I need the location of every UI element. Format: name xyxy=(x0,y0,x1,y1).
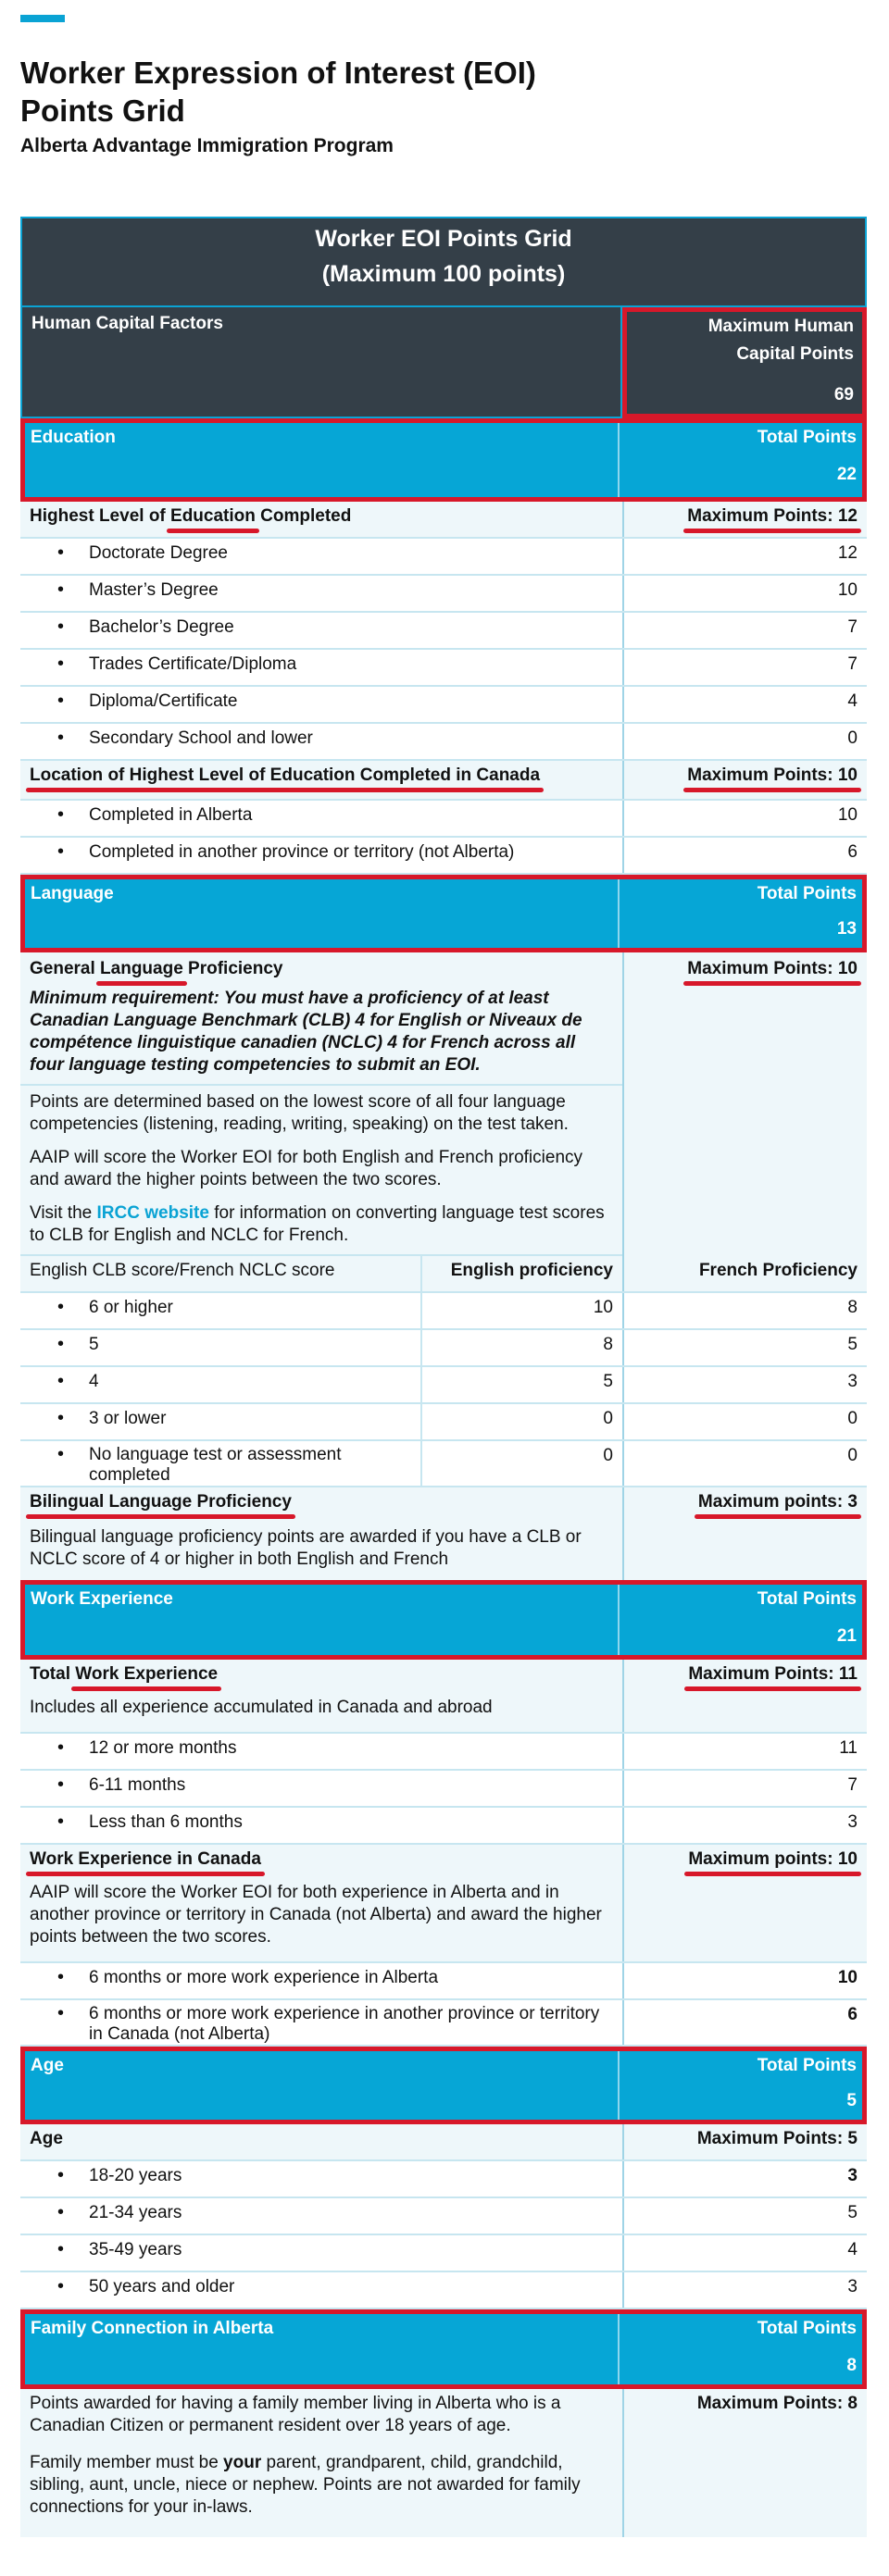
work-total-block xyxy=(20,1660,867,1734)
list-item xyxy=(20,838,867,875)
table-row xyxy=(20,1330,867,1367)
item-points: 0 xyxy=(622,724,867,759)
row-english: 5 xyxy=(420,1367,622,1402)
family-para-criteria: Points awarded for having a family member living in Alberta who is a Canadian Citizen or permanent resident over 18 years of age. xyxy=(30,2394,561,2435)
list-item xyxy=(20,2235,867,2272)
list-item xyxy=(20,650,867,687)
section-language-title: Language xyxy=(31,884,114,903)
bilingual-label-text: Bilingual Language Proficiency xyxy=(30,1492,292,1512)
work-canada-max xyxy=(622,1845,867,1961)
grid-banner xyxy=(20,217,867,307)
work-total-label-underlined: Work Experience xyxy=(75,1664,219,1684)
row-english: 0 xyxy=(420,1404,622,1439)
item-points: 4 xyxy=(622,687,867,722)
bilingual-left xyxy=(20,1487,622,1580)
education-highest-label-post: Completed xyxy=(255,506,352,526)
work-canada-block xyxy=(20,1845,867,1963)
bilingual-desc: Bilingual language proficiency points are awarded if you have a CLB or NCLC score of 4 or higher in both English and French xyxy=(30,1527,582,1569)
education-highest-label-pre: Highest Level of xyxy=(30,506,171,526)
age-sub-row xyxy=(20,2124,867,2161)
education-highest-row xyxy=(20,502,867,539)
item-label: • Bachelor’s Degree xyxy=(20,613,622,648)
education-highest-max-text: Maximum Points: 12 xyxy=(687,506,858,526)
language-general-label-post: Proficiency xyxy=(182,959,283,978)
section-education-total-label: Total Points xyxy=(757,428,857,447)
item-points: 11 xyxy=(622,1734,867,1769)
row-french: 0 xyxy=(622,1404,867,1439)
family-left xyxy=(20,2389,622,2537)
age-max: Maximum Points: 5 xyxy=(622,2124,867,2159)
list-item xyxy=(20,539,867,576)
family-para-members-pre: Family member must be xyxy=(30,2453,224,2472)
section-family-total-label: Total Points xyxy=(757,2319,857,2338)
list-item xyxy=(20,2161,867,2198)
item-points: 7 xyxy=(622,613,867,648)
language-general-max xyxy=(622,952,867,1256)
section-family-total-value: 8 xyxy=(846,2356,857,2375)
page-subtitle: Alberta Advantage Immigration Program xyxy=(20,135,394,156)
section-education xyxy=(20,418,867,502)
points-grid-table xyxy=(20,217,867,2537)
education-location-max xyxy=(622,761,867,799)
list-item xyxy=(20,724,867,761)
row-label: • 5 xyxy=(20,1330,420,1365)
item-label: • 12 or more months xyxy=(20,1734,622,1769)
language-para-higher: AAIP will score the Worker EOI for both English and French proficiency and award the higher points between the two scores. xyxy=(30,1148,583,1189)
education-highest-label xyxy=(20,502,622,537)
item-label: • 6-11 months xyxy=(20,1771,622,1806)
language-para-lowest: Points are determined based on the lowest score of all four language competencies (listening, reading, writing, speaking) on the test taken. xyxy=(30,1092,569,1134)
item-points: 7 xyxy=(622,650,867,685)
work-canada-max-text: Maximum points: 10 xyxy=(688,1849,858,1869)
section-work-total xyxy=(618,1585,862,1655)
row-french: 8 xyxy=(622,1293,867,1328)
list-item xyxy=(20,2000,867,2047)
family-para-members-bold: your xyxy=(223,2453,262,2472)
item-points: 6 xyxy=(622,2000,867,2045)
list-item xyxy=(20,1771,867,1808)
human-capital-max-label: Maximum Human Capital Points xyxy=(707,317,854,364)
human-capital-label: Human Capital Factors xyxy=(20,307,622,418)
list-item xyxy=(20,801,867,838)
item-points: 5 xyxy=(622,2198,867,2234)
item-label: • 21-34 years xyxy=(20,2198,622,2234)
section-language-total-label: Total Points xyxy=(757,884,857,903)
item-label: • 18-20 years xyxy=(20,2161,622,2196)
language-general-block xyxy=(20,952,867,1256)
item-label: • Completed in another province or territory (not Alberta) xyxy=(20,838,622,873)
row-english: 0 xyxy=(420,1441,622,1486)
item-points: 3 xyxy=(622,2161,867,2196)
language-col-french: French Proficiency xyxy=(622,1256,867,1291)
bilingual-max-text: Maximum points: 3 xyxy=(697,1492,858,1512)
item-points: 10 xyxy=(622,1963,867,1998)
work-total-max xyxy=(622,1660,867,1732)
bilingual-label xyxy=(20,1487,622,1517)
item-points: 10 xyxy=(622,576,867,611)
row-english: 8 xyxy=(420,1330,622,1365)
item-points: 10 xyxy=(622,801,867,836)
item-points: 7 xyxy=(622,1771,867,1806)
item-label: • Doctorate Degree xyxy=(20,539,622,574)
item-label: • Completed in Alberta xyxy=(20,801,622,836)
education-location-label xyxy=(20,761,622,799)
section-age-total-label: Total Points xyxy=(757,2056,857,2075)
work-total-max-text: Maximum Points: 11 xyxy=(688,1664,858,1684)
section-family xyxy=(20,2309,867,2389)
language-min-requirement: Minimum requirement: You must have a proficiency of at least Canadian Language Benchmark (CLB) 4 for English or Niveaux de compétence linguistique canadien (NCLC) 4 for French across all four language testing competencies to submit an EOI. xyxy=(20,984,622,1086)
item-label: • 50 years and older xyxy=(20,2272,622,2308)
list-item xyxy=(20,2198,867,2235)
work-canada-desc: AAIP will score the Worker EOI for both experience in Alberta and in another province or territory in Canada (not Alberta) and award the higher points between the two scores. xyxy=(30,1883,602,1947)
work-total-label-pre: Total xyxy=(30,1664,76,1684)
language-para-ircc xyxy=(20,1197,622,1256)
row-label: • 4 xyxy=(20,1367,420,1402)
item-points: 12 xyxy=(622,539,867,574)
item-label: • 6 months or more work experience in another province or territory in Canada (not Alberta) xyxy=(20,2000,622,2045)
section-education-total-value: 22 xyxy=(836,465,857,484)
language-table-header xyxy=(20,1256,867,1293)
family-para-members xyxy=(20,2441,622,2522)
row-french: 5 xyxy=(622,1330,867,1365)
work-canada-label-text: Work Experience in Canada xyxy=(30,1849,261,1869)
education-highest-max xyxy=(622,502,867,537)
section-language-total-value: 13 xyxy=(836,919,857,939)
section-work xyxy=(20,1580,867,1660)
section-age-title: Age xyxy=(31,2056,64,2075)
language-general-max-text: Maximum Points: 10 xyxy=(687,959,858,978)
list-item xyxy=(20,613,867,650)
education-location-label-text: Location of Highest Level of Education Completed in Canada xyxy=(30,765,541,785)
row-label: • 3 or lower xyxy=(20,1404,420,1439)
row-english: 10 xyxy=(420,1293,622,1328)
item-label: • Secondary School and lower xyxy=(20,724,622,759)
education-highest-label-underlined: Education xyxy=(170,506,256,526)
section-age-total xyxy=(618,2051,862,2120)
item-points: 6 xyxy=(622,838,867,873)
section-age-total-value: 5 xyxy=(846,2091,857,2110)
list-item xyxy=(20,687,867,724)
section-age xyxy=(20,2047,867,2124)
section-education-total xyxy=(618,423,862,497)
table-row xyxy=(20,1404,867,1441)
table-row xyxy=(20,1293,867,1330)
work-canada-left xyxy=(20,1845,622,1961)
language-general-label-pre: General xyxy=(30,959,101,978)
family-para-members-post: parent, grandparent, child, grandchild, sibling, aunt, uncle, niece or nephew. Points are not awarded for family connections for your in-laws. xyxy=(30,2453,581,2517)
language-general-label-underlined: Language xyxy=(100,959,183,978)
section-work-total-value: 21 xyxy=(836,1626,857,1646)
table-row xyxy=(20,1367,867,1404)
row-label: • 6 or higher xyxy=(20,1293,420,1328)
grid-banner-title: Worker EOI Points Grid xyxy=(315,226,572,252)
language-col-score: English CLB score/French NCLC score xyxy=(30,1261,335,1280)
list-item xyxy=(20,1963,867,2000)
item-label: • 35-49 years xyxy=(20,2235,622,2271)
list-item xyxy=(20,576,867,613)
item-points: 4 xyxy=(622,2235,867,2271)
ircc-website-link[interactable]: IRCC website xyxy=(96,1203,209,1223)
language-col-english: English proficiency xyxy=(420,1256,622,1291)
grid-banner-max: (Maximum 100 points) xyxy=(321,261,566,287)
row-french: 0 xyxy=(622,1441,867,1486)
section-family-title: Family Connection in Alberta xyxy=(31,2319,274,2338)
bilingual-block xyxy=(20,1487,867,1580)
item-label: • Less than 6 months xyxy=(20,1808,622,1843)
family-block xyxy=(20,2389,867,2537)
work-total-left xyxy=(20,1660,622,1732)
item-label: • 6 months or more work experience in Alberta xyxy=(20,1963,622,1998)
item-label: • Diploma/Certificate xyxy=(20,687,622,722)
section-language xyxy=(20,875,867,952)
human-capital-max-value: 69 xyxy=(833,385,854,404)
language-general-left xyxy=(20,952,622,1256)
education-location-max-text: Maximum Points: 10 xyxy=(687,765,858,785)
language-para-ircc-pre: Visit the xyxy=(30,1203,97,1223)
section-education-title: Education xyxy=(31,428,116,447)
row-french: 3 xyxy=(622,1367,867,1402)
language-general-label xyxy=(20,952,622,984)
row-label: • No language test or assessment completed xyxy=(20,1441,420,1486)
education-location-row xyxy=(20,761,867,801)
section-work-total-label: Total Points xyxy=(757,1589,857,1609)
family-max: Maximum Points: 8 xyxy=(622,2389,867,2537)
item-points: 3 xyxy=(622,1808,867,1843)
list-item xyxy=(20,2272,867,2309)
age-label: Age xyxy=(30,2129,63,2148)
language-para-ircc-post: for information on converting language test scores to CLB for English and NCLC for French. xyxy=(30,1203,605,1245)
human-capital-row xyxy=(20,307,867,418)
section-family-total xyxy=(618,2314,862,2384)
item-points: 3 xyxy=(622,2272,867,2308)
language-score-table xyxy=(20,1256,867,1487)
list-item xyxy=(20,1734,867,1771)
accent-bar xyxy=(20,15,65,22)
item-label: • Trades Certificate/Diploma xyxy=(20,650,622,685)
work-total-desc: Includes all experience accumulated in Canada and abroad xyxy=(30,1698,493,1717)
work-canada-label xyxy=(20,1845,622,1874)
page-title: Worker Expression of Interest (EOI) Points Grid xyxy=(20,56,536,128)
section-work-title: Work Experience xyxy=(31,1589,173,1609)
human-capital-max xyxy=(622,307,867,418)
item-label: • Master’s Degree xyxy=(20,576,622,611)
table-row xyxy=(20,1441,867,1487)
list-item xyxy=(20,1808,867,1845)
bilingual-max xyxy=(622,1487,867,1580)
section-language-total xyxy=(618,879,862,948)
work-total-label xyxy=(20,1660,622,1689)
